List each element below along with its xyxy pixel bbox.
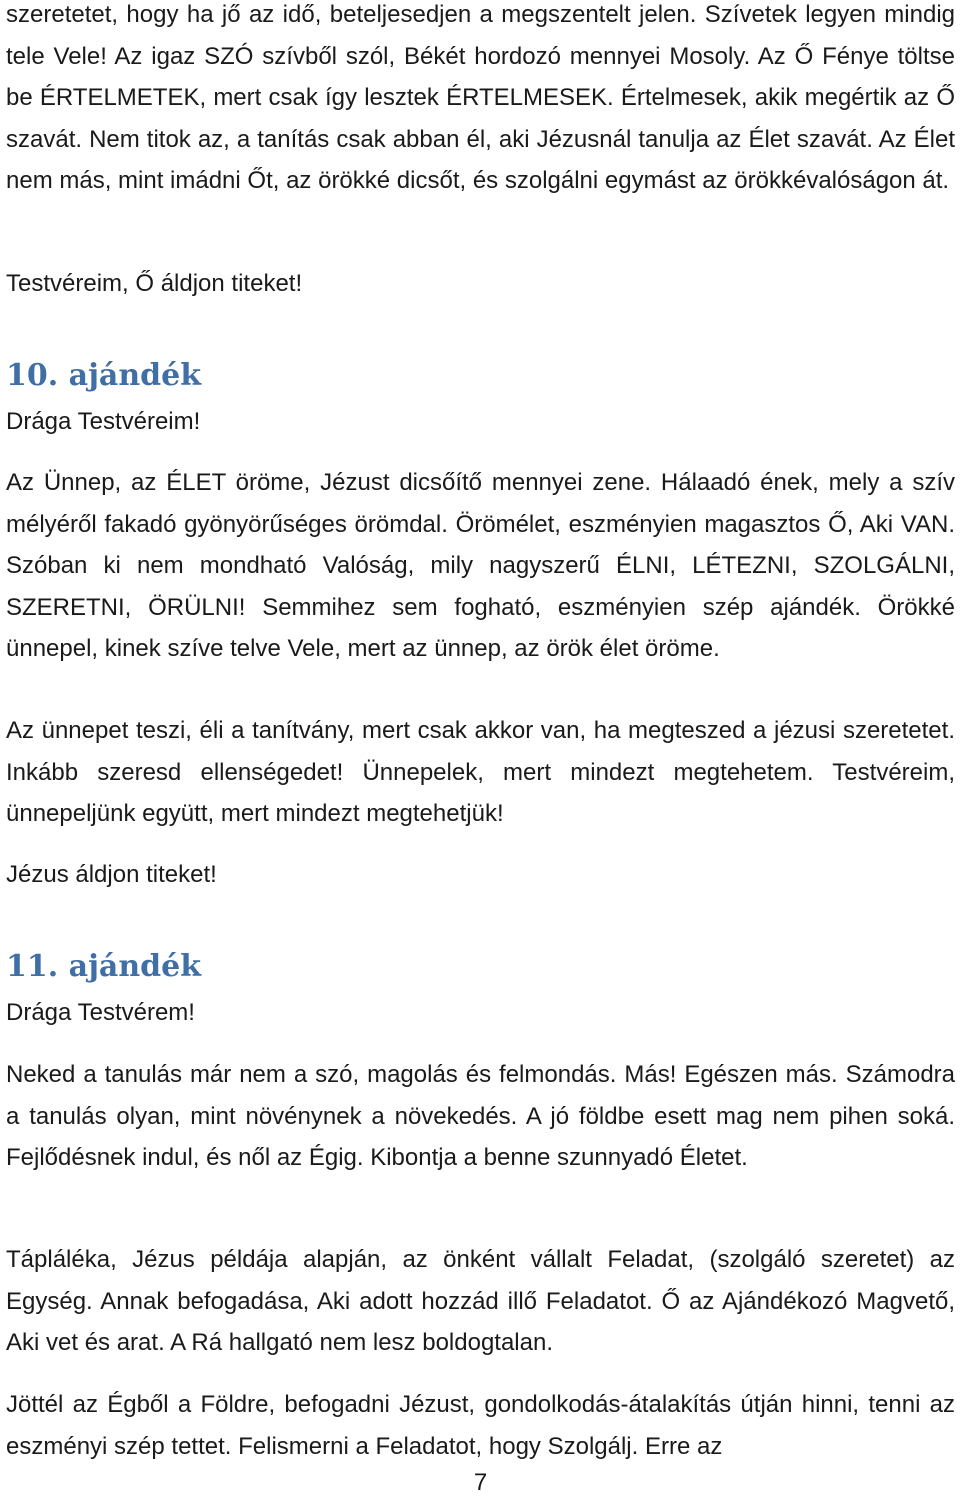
paragraph-nourishment: Tápláléka, Jézus példája alapján, az önként vállalt Feladat, (szolgáló szeretet) az Egység. Annak befogadása, Aki adott hozzád illő Feladatot. Ő az Ajándékozó Magvető, Aki vet és arat. A Rá hallgató nem lesz boldogtalan. — [6, 1246, 955, 1356]
document-page — [6, 0, 955, 1500]
paragraph-greeting-10: Drága Testvéreim! — [6, 408, 201, 435]
paragraph-disciple: Az ünnepet teszi, éli a tanítvány, mert csak akkor van, ha megteszed a jézusi szeretetet. Inkább szeresd ellenségedet! Ünnepelek, mert mindezt megtehetem. Testvéreim, ünnepeljünk együtt, mert mindezt megtehetjük! — [6, 717, 955, 827]
page-number: 7 — [473, 1469, 488, 1496]
paragraph-learning: Neked a tanulás már nem a szó, magolás és felmondás. Más! Egészen más. Számodra a tanulás olyan, mint növénynek a növekedés. A jó földbe esett mag nem pihen soká. Fejlődésnek indul, és nől az Égig. Kibontja a benne szunnyadó Életet. — [6, 1061, 955, 1171]
paragraph-celebration: Az Ünnep, az ÉLET öröme, Jézust dicsőítő mennyei zene. Hálaadó ének, mely a szív mélyéről fakadó gyönyörűséges örömdal. Örömélet, eszményien magasztos Ő, Aki VAN. Szóban ki nem mondható Valóság, mily nagyszerű ÉLNI, LÉTEZNI, SZOLGÁLNI, SZERETNI, ÖRÜLNI! Semmihez sem fogható, eszményien szép ajándék. Örökké ünnepel, kinek szíve telve Vele, mert az ünnep, az örök élet öröme. — [6, 469, 955, 662]
paragraph-intro: szeretetet, hogy ha jő az idő, beteljesedjen a megszentelt jelen. Szívetek legyen mindig tele Vele! Az igaz SZÓ szívből szól, Békét hordozó mennyei Mosoly. Az Ő Fénye töltse be ÉRTELMETEK, mert csak így lesztek ÉRTELMESEK. Értelmesek, akik megértik az Ő szavát. Nem titok az, a tanítás csak abban él, aki Jézusnál tanulja az Élet szavát. Az Élet nem más, mint imádni Őt, az örökké dicsőt, és szolgálni egymást az örökkévalóságon át. — [6, 1, 955, 194]
heading-gift-10: 10. ajándék — [6, 358, 202, 393]
paragraph-coming: Jöttél az Égből a Földre, befogadni Jézust, gondolkodás-átalakítás útján hinni, tenni az eszményi szép tettet. Felismerni a Feladatot, hogy Szolgálj. Erre az — [6, 1391, 955, 1460]
paragraph-blessing-1: Testvéreim, Ő áldjon titeket! — [6, 270, 303, 297]
paragraph-blessing-2: Jézus áldjon titeket! — [6, 861, 217, 888]
paragraph-greeting-11: Drága Testvérem! — [6, 999, 195, 1026]
heading-gift-11: 11. ajándék — [6, 949, 202, 984]
